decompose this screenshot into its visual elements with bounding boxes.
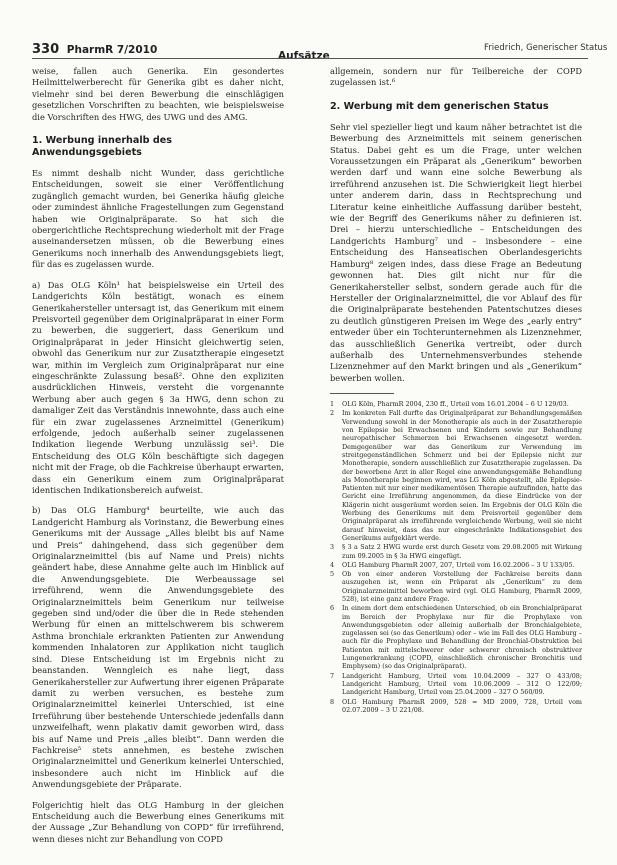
footnote bbox=[330, 672, 582, 697]
footnote bbox=[330, 543, 582, 560]
footnote-number: 7 bbox=[330, 671, 335, 680]
paragraph: weise, fallen auch Generika. Ein gesondertes Heilmittelwerberecht für Generika gibt es daher nicht, vielmehr sind bei deren Bewerbung die einschlägigen gesetzlichen Vorschriften zu beachten, wie beispielsweise die Vorschriften des HWG, des UWG und des AMG. bbox=[32, 66, 284, 122]
footnote-number: 2 bbox=[330, 409, 335, 418]
paragraph: a) Das OLG Köln¹ hat beispielsweise ein Urteil des Landgerichts Köln bestätigt, wonach es einem Generikahersteller untersagt ist, das Generikum mit einem Preisvorteil gegenüber dem Originalpräparat in einer Form zu bewerben, die suggeriert, dass Generikum und Originalpräparat in jeder Hinsicht gleichwertig seien, obwohl das Generikum nur zur Zusatztherapie eingesetzt war, mithin im Vergleich zum Originalpräparat nur eine eingeschränkte Zulassung besaß². Ohne den expliziten ausdrücklichen Hinweis, versteht die vorgenannte Werbung aber auch gegen § 3a HWG, denn schon zu damaliger Zeit das Verständnis innewohnte, dass auch eine für ein zwar zugelassenes Arzneimittel (Generikum) erfolgende, jedoch außerhalb seiner zugelassenen Indikation liegende Werbung unzulässig sei³. Die Entscheidung des OLG Köln beschäftigte sich dagegen nicht mit der Frage, ob die Fachkreise überhaupt erwarten, dass ein Generikum einem zum Originalpräparat identischen Indikationsbereich aufweist. bbox=[32, 279, 284, 495]
footnote-text: OLG Hamburg PharmR 2007, 207, Urteil vom 16.02.2006 – 3 U 133/05. bbox=[342, 560, 575, 569]
paragraph: Folgerichtig hielt das OLG Hamburg in der gleichen Entscheidung auch die Bewerbung eines Generikums mit der Aussage „Zur Behandlung von COPD“ für irreführend, wenn dieses nicht zur Behandlung von COPD bbox=[32, 799, 284, 844]
footnote-text: Landgericht Hamburg, Urteil vom 10.04.2009 – 327 O 433/08; Landgericht Hamburg, Urteil vom 10.06.2009 – 312 O 122/09; Landgericht Hamburg, Urteil vom 25.04.2009 – 327 O 560/09. bbox=[342, 671, 582, 697]
header-rule bbox=[32, 58, 588, 59]
left-column bbox=[32, 66, 284, 846]
footnote-text: In einem dort dem entschiedenen Unterschied, ob ein Bronchialpräparat im Bereich der Prophylaxe nur für die Prophylaxe von Anwendungsgebieten oder alleinig außerhalb der Bronchialgebiete, zugelassen sei (so das Generikum) oder – wie im Fall des OLG Hamburg – auch für die Prophylaxe und Behandlung der Bronchial-Obstruktion bei Patienten mit mittelschwerer oder schwerer chronisch obstruktiver Lungenerkrankung (COPD, einschließlich chronischer Bronchitis und Emphysem) (so das Originalpräparat). bbox=[342, 604, 582, 671]
footnote-text: OLG Hamburg PharmR 2009, 528 = MD 2009, 728, Urteil vom 02.07.2009 – 3 U 221/08. bbox=[342, 697, 582, 714]
footnote bbox=[330, 698, 582, 715]
footnote-number: 4 bbox=[330, 560, 335, 569]
footnote-number: 5 bbox=[330, 570, 335, 579]
footnote bbox=[330, 400, 582, 408]
journal-issue: PharmR 7/2010 bbox=[66, 44, 158, 56]
page-number: 330 bbox=[32, 42, 60, 57]
running-header-left bbox=[32, 42, 157, 57]
footnote-number: 3 bbox=[330, 543, 335, 552]
footnote bbox=[330, 570, 582, 603]
section-label: Aufsätze bbox=[278, 50, 330, 62]
paragraph: b) Das OLG Hamburg⁴ beurteilte, wie auch das Landgericht Hamburg als Vorinstanz, die Bewerbung eines Generikums mit der Aussage „Alles bleibt bis auf Name und Preis“ dahingehend, dass sich gegenüber dem Originalarzneimittel (bis auf Name und Preis) nichts geändert habe, diese Annahme gelte auch im Hinblick auf die Anwendungsgebiete. Die Werbeaussage sei irreführend, wenn die Anwendungsgebiete des Originalarzneimittels beim Generikum nur teilweise gegeben sind und/oder die über die in Rede stehenden Werbung für einen an mittelschwerem bis schwerem Asthma bronchiale erkrankten Patienten zur Anwendung kommenden Inhalatoren zur Applikation nicht tauglich sind. Diese Entscheidung ist im Ergebnis nicht zu beanstanden. Wenngleich es nahe liegt, dass Generikahersteller zur Aufwertung ihrer eigenen Präparate damit zu werben versuchen, es bestehe zum Originalarzneimittel keinerlei Unterschied, ist eine Irreführung über bestehende Unterschiede jedenfalls dann unzweifelhaft, wenn plakativ damit geworben wird, dass bis auf Name und Preis „alles bleibt“. Dann werden die Fachkreise⁵ stets annehmen, es bestehe zwischen Originalarzneimittel und Generikum keinerlei Unterschied, insbesondere auch nicht im Hinblick auf die Anwendungsgebiete der Präparate. bbox=[32, 505, 284, 790]
footnote-text: Im konkreten Fall durfte das Originalpräparat zur Behandlungsgemäßen Verwendung sowohl in der Monotherapie als auch in der Zusatztherapie von Epilepsie bei Erwachsenen und Kindern sowie zur Behandlung neuropathischer Schmerzen bei Erwachsenen eingesetzt werden. Demgegenüber war das Generikum zur Verwendung im streitgegenständlichen Schmerz und bei der Epilepsie nicht zur Monotherapie, sondern ausschließlich zur Zusatztherapie zugelassen. Da der beworbene Arzt in aller Regel eine anwendungsgemäße Behandlung als Monotherapie beginnen wird, was LG Köln abgestellt, alle Epilepsie-Patienten mit nur einer medikamentösen Therapie aufzufinden, hatte das Gericht eine Irreführung angenommen, da diese Eindrücke von der Klägerin nicht ausgeräumt worden seien. Im Ergebnis der OLG Köln die Werbung des Generikums mit dem Preisvorteil gegenüber dem Originalpräparat als irreführende vergleichende Werbung, weil sie nicht darauf hinweist, dass das nur eingeschränkte Indikationsgebiet des Generikums aufgeklärt werde. bbox=[342, 409, 582, 542]
footnote-number: 6 bbox=[330, 604, 335, 613]
paragraph: allgemein, sondern nur für Teilbereiche der COPD zugelassen ist.⁶ bbox=[330, 66, 582, 88]
running-header-right: Friedrich, Generischer Status bbox=[484, 43, 608, 53]
footnote-text: OLG Köln, PharmR 2004, 230 ff., Urteil vom 16.01.2004 – 6 U 129/03. bbox=[342, 400, 569, 409]
footnote-text: § 3 a Satz 2 HWG wurde erst durch Gesetz vom 29.08.2005 mit Wirkung zum 09.2005 in § 3a HWG eingefügt. bbox=[342, 543, 582, 560]
footnote-number: 8 bbox=[330, 697, 335, 706]
footnote-text: Ob von einer anderen Vorstellung der Fachkreise bereits dann auszugehen ist, wenn ein Präparat als „Generikum“ zu dem Originalarzneimittel beworben wird (vgl. OLG Hamburg, PharmR 2009, 528), ist eine ganz andere Frage. bbox=[342, 570, 582, 603]
footnote bbox=[330, 409, 582, 542]
footnote bbox=[330, 604, 582, 670]
paragraph: Sehr viel spezieller liegt und kaum näher betrachtet ist die Bewerbung des Arzneimittels mit seinem generischen Status. Dabei geht es um die Frage, unter welchen Voraussetzungen ein Präparat als „Generikum“ beworben werden darf und wann eine solche Bewerbung als irreführend anzusehen ist. Die Schwierigkeit liegt hierbei unter anderem darin, dass in Rechtsprechung und Literatur keine einheitliche Auffassung darüber besteht, wie der Begriff des Generikums näher zu definieren ist. Drei – hierzu unterschiedliche – Entscheidungen des Landgerichts Hamburg⁷ und – insbesondere – eine Entscheidung des Hanseatischen Oberlandesgerichts Hamburg⁸ zeigen indes, dass diese Frage an Bedeutung gewonnen hat. Dies gilt nicht nur für die Generikahersteller selbst, sondern gerade auch für die Hersteller der Originalarzneimittel, die vor Ablauf des für die Originalpräparate bestehenden Patentschutzes dieses zu deutlich günstigeren Preisen im Wege des „early entry“ entweder über ein Tochterunternehmen als Lizenznehmer, das ausschließlich Generika vertreibt, oder durch außerhalb des Unternehmensverbundes stehende Lizenznehmer auf den Markt bringen und als „Generikum“ bewerben wollen. bbox=[330, 121, 582, 383]
section-heading-1: 1. Werbung innerhalb des Anwendungsgebiets bbox=[32, 135, 172, 159]
section-heading-2: 2. Werbung mit dem generischen Status bbox=[330, 100, 549, 112]
footnote-rule bbox=[330, 393, 394, 394]
footnote bbox=[330, 561, 582, 569]
paragraph: Es nimmt deshalb nicht Wunder, dass gerichtliche Entscheidungen, soweit sie einer Veröffentlichung zugänglich gemacht wurden, bei Generika häufig gleiche oder zumindest ähnliche Fragestellungen zum Gegenstand haben wie Originalpräparate. So hat sich die obergerichtliche Rechtsprechung wiederholt mit der Frage auseinandersetzen müssen, ob die Bewerbung eines Generikums noch innerhalb des Anwendungsgebiets liegt, für das es zugelassen wurde. bbox=[32, 168, 284, 270]
right-column bbox=[330, 66, 582, 846]
footnote-number: 1 bbox=[330, 400, 335, 409]
